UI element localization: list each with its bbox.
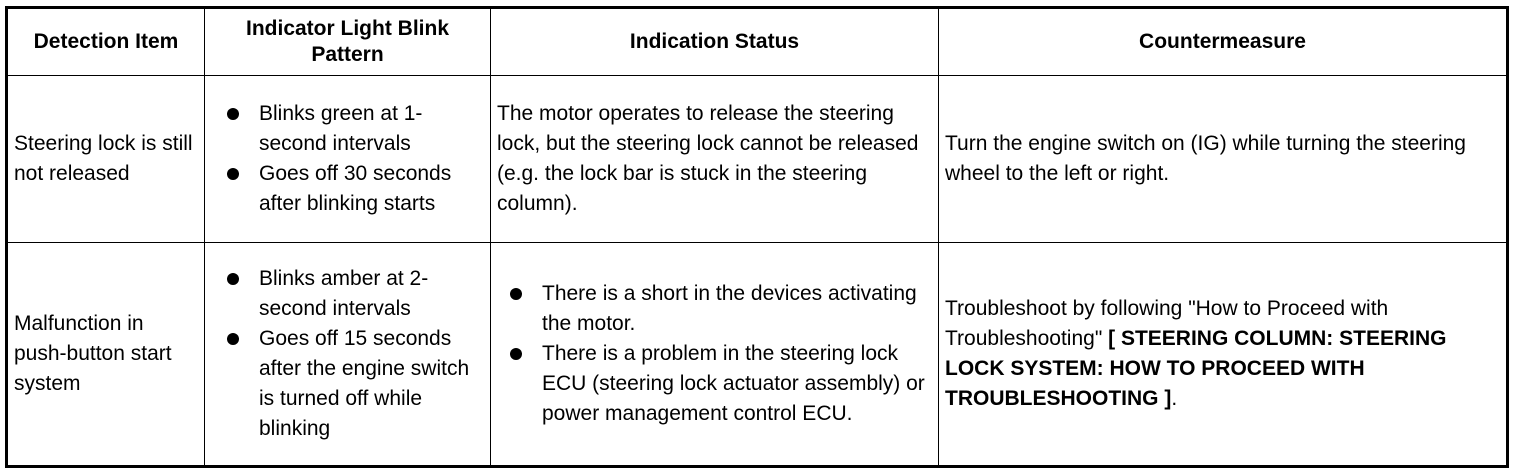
indication-status-cell <box>491 243 939 467</box>
bullet-icon <box>227 108 239 120</box>
detection-item-cell: Malfunction in push-button start system <box>7 243 205 467</box>
indication-status-cell: The motor operates to release the steering lock, but the steering lock cannot be released (e.g. the lock bar is stuck in the steering column). <box>491 76 939 243</box>
bullet-icon <box>227 333 239 345</box>
blink-pattern-cell <box>205 76 491 243</box>
bullet-icon <box>227 273 239 285</box>
blink-pattern-text: Blinks amber at 2-second intervals <box>259 267 429 320</box>
countermeasure-end: . <box>1171 387 1178 410</box>
header-countermeasure: Countermeasure <box>939 8 1508 76</box>
countermeasure-text: Troubleshoot by following "How to Proceed with Troubleshooting" <box>945 297 1389 350</box>
bullet-icon <box>510 288 522 300</box>
header-indication-status: Indication Status <box>491 8 939 76</box>
bullet-icon <box>510 348 522 360</box>
list-item <box>491 339 932 429</box>
indication-status-text: There is a short in the devices activating the motor. <box>542 282 917 335</box>
countermeasure-cell: Turn the engine switch on (IG) while turning the steering wheel to the left or right. <box>939 76 1508 243</box>
list-item <box>491 279 932 339</box>
blink-pattern-cell <box>205 243 491 467</box>
detection-item-cell: Steering lock is still not released <box>7 76 205 243</box>
troubleshooting-reference-link[interactable]: [ STEERING COLUMN: STEERING LOCK SYSTEM: HOW TO PROCEED WITH TROUBLESHOOTING ] <box>945 327 1447 410</box>
indication-status-text: There is a problem in the steering lock ECU (steering lock actuator assembly) or power management control ECU. <box>542 342 925 425</box>
header-row <box>7 8 1508 76</box>
bullet-icon <box>227 168 239 180</box>
blink-pattern-text: Goes off 30 seconds after blinking starts <box>259 162 452 215</box>
blink-pattern-text: Blinks green at 1-second intervals <box>259 102 423 155</box>
countermeasure-cell <box>939 243 1508 467</box>
header-blink-pattern: Indicator Light Blink Pattern <box>205 8 491 76</box>
diagnosis-table <box>5 6 1509 468</box>
blink-pattern-text: Goes off 15 seconds after the engine switch is turned off while blinking <box>259 327 470 440</box>
list-item <box>205 99 484 159</box>
list-item <box>205 324 484 444</box>
table-row <box>7 243 1508 467</box>
list-item <box>205 264 484 324</box>
header-detection-item: Detection Item <box>7 8 205 76</box>
table-row <box>7 76 1508 243</box>
list-item <box>205 159 484 219</box>
